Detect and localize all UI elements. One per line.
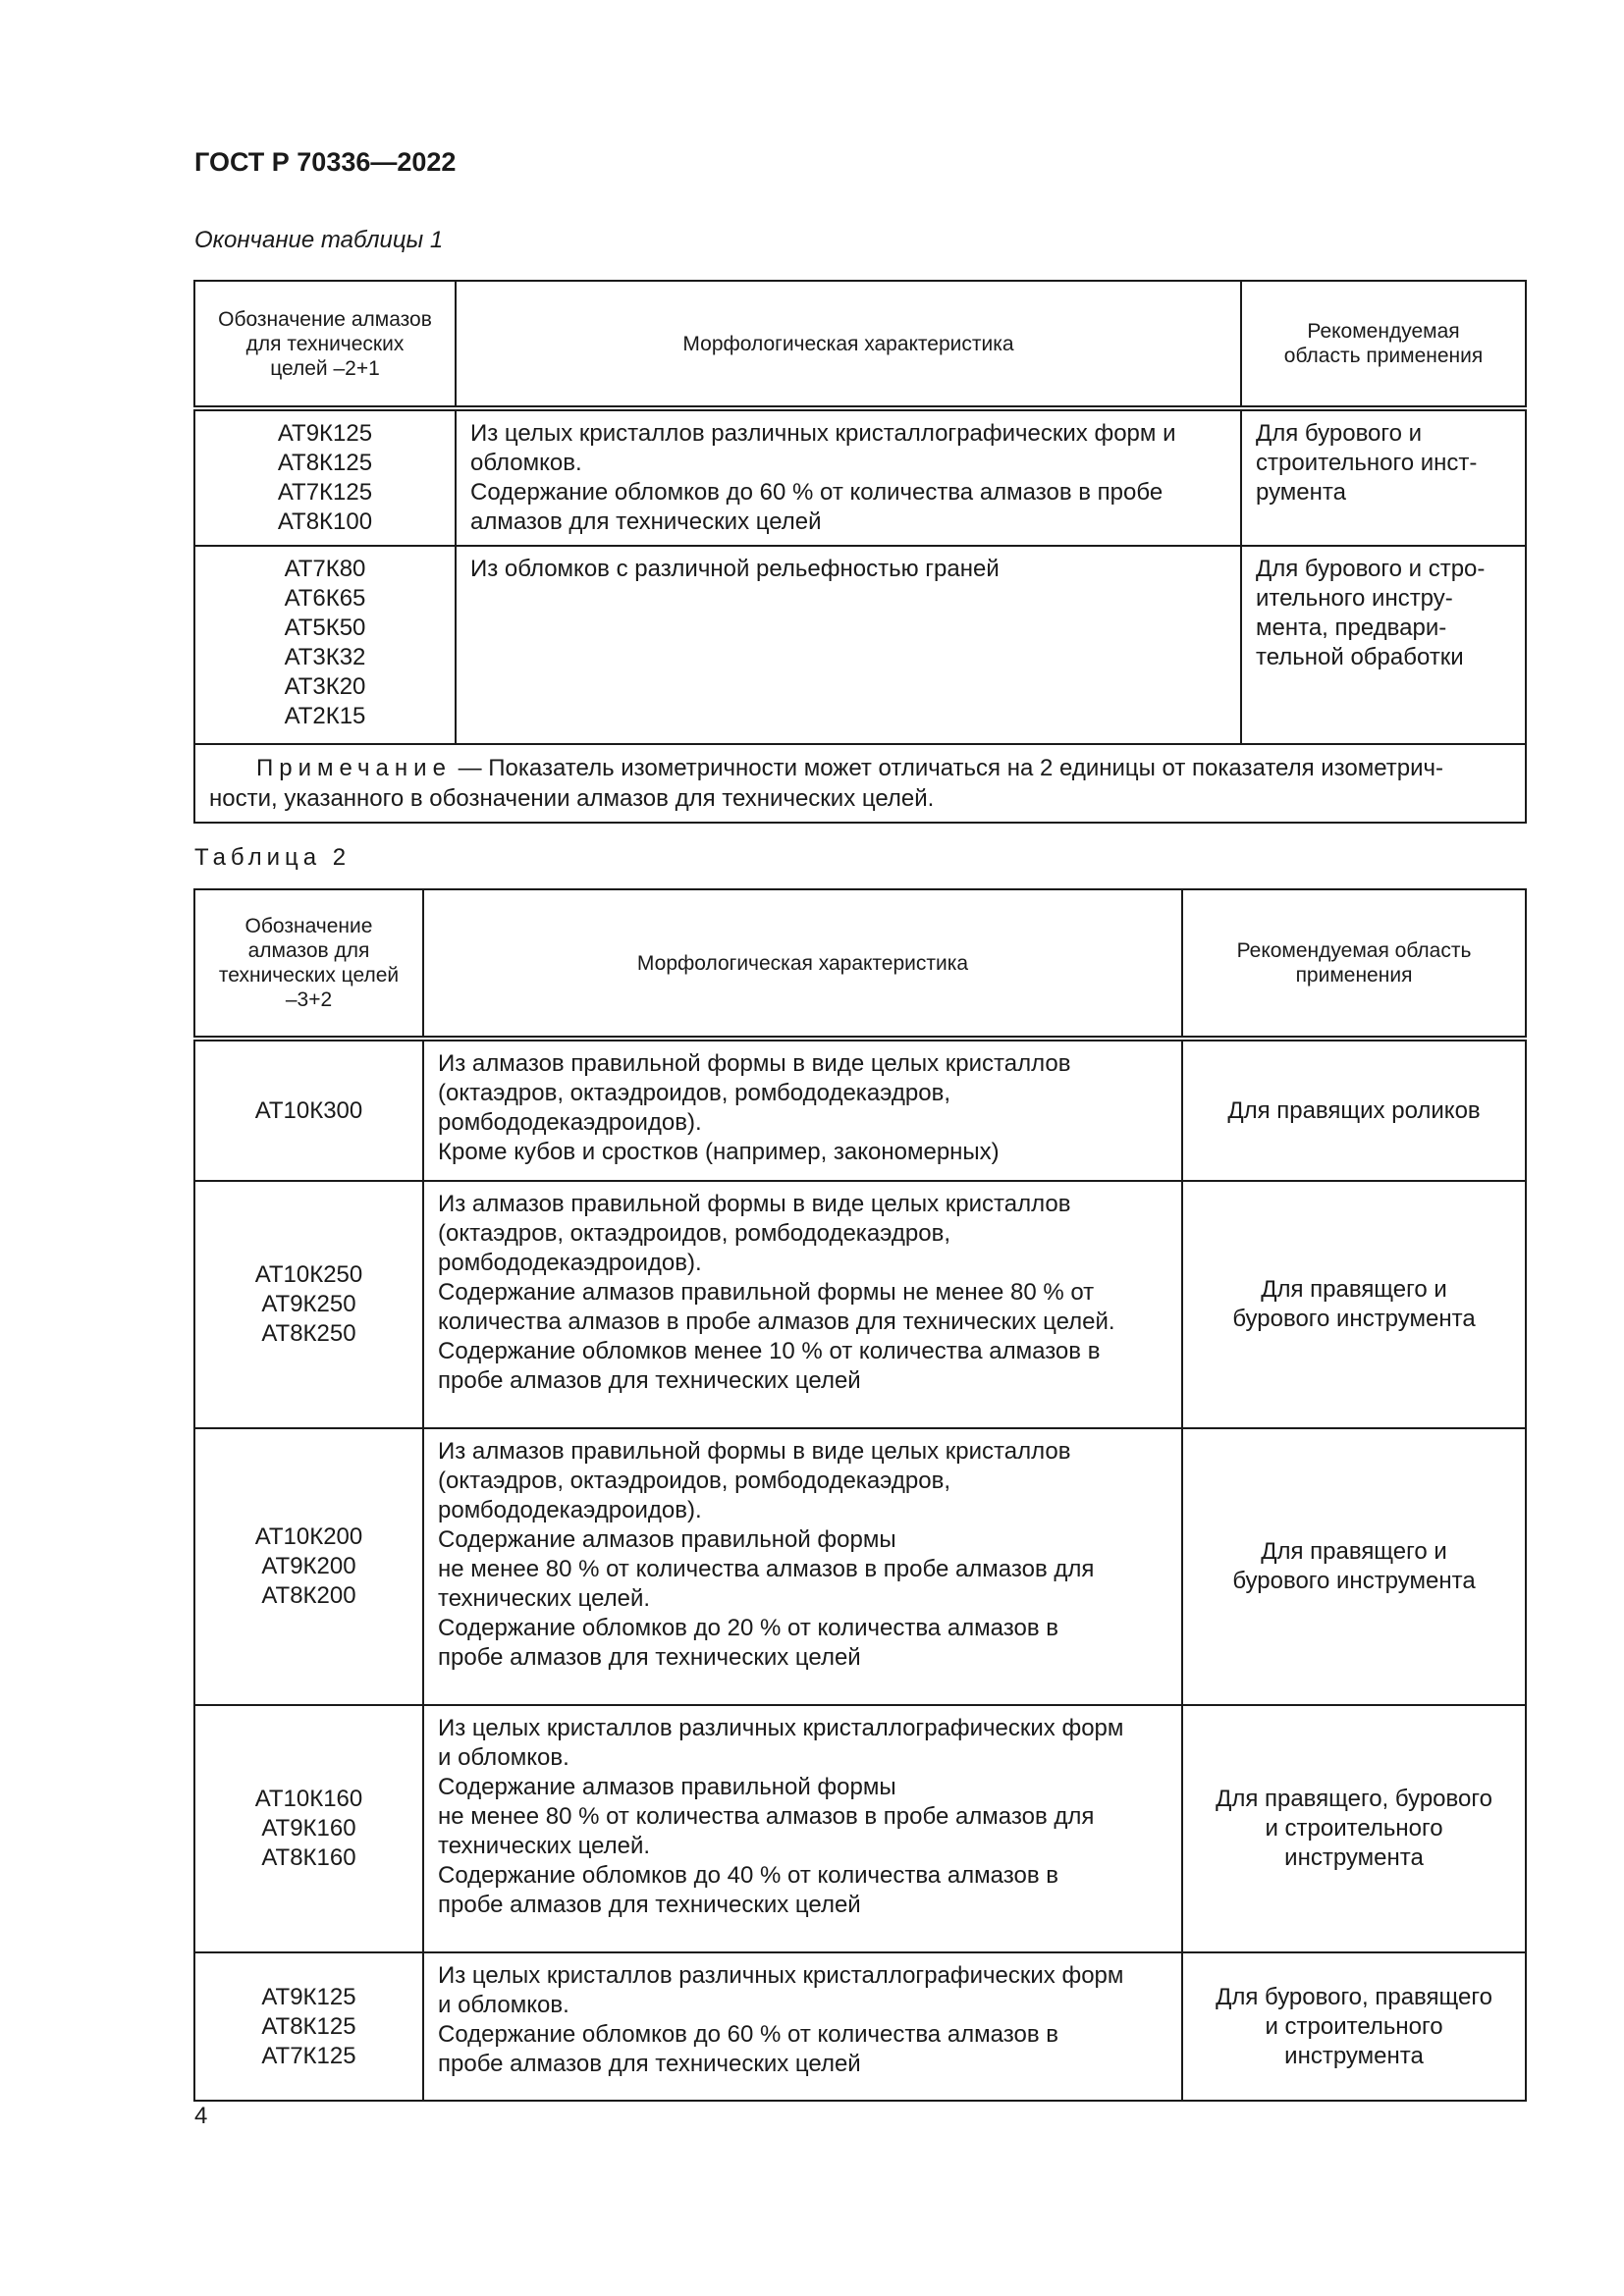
morphology-description: Из алмазов правильной формы в виде целых кристаллов (октаэдров, октаэдроидов, ромбододекаэдров, ромбододекаэдроидов). Содержание алмазов правильной формы не менее 80 % от количества алмазов в пробе алмазов для технических целей. Содержание обломков до 20 % от количества алмазов в пробе алмазов для технических целей xyxy=(423,1428,1182,1705)
table-row xyxy=(194,1039,1526,1181)
application-area: Для бурового, правящего и строительного инструмента xyxy=(1182,1952,1526,2101)
morphology-description: Из целых кристаллов различных кристаллографических форм и обломков. Содержание обломков до 60 % от количества алмазов в пробе алмазов для технических целей xyxy=(456,408,1241,546)
grade-codes: АТ10К300 xyxy=(194,1039,423,1181)
note-text-continued: ности, указанного в обозначении алмазов для технических целей. xyxy=(209,785,935,812)
morphology-description: Из алмазов правильной формы в виде целых кристаллов (октаэдров, октаэдроидов, ромбододекаэдров, ромбододекаэдроидов). Содержание алмазов правильной формы не менее 80 % от количества алмазов в пробе алмазов для технических целей. Содержание обломков менее 10 % от количества алмазов в пробе алмазов для технических целей xyxy=(423,1181,1182,1428)
table1-col-application: Рекомендуемая область применения xyxy=(1241,281,1526,408)
table-row xyxy=(194,1181,1526,1428)
table-row xyxy=(194,546,1526,744)
application-area: Для правящих роликов xyxy=(1182,1039,1526,1181)
table1-header-row xyxy=(194,281,1526,408)
application-area: Для бурового и строительного инст- румента xyxy=(1241,408,1526,546)
page-number: 4 xyxy=(194,2103,208,2129)
table1-col-designation: Обозначение алмазов для технических целей –2+1 xyxy=(194,281,456,408)
morphology-description: Из алмазов правильной формы в виде целых кристаллов (октаэдров, октаэдроидов, ромбододекаэдров, ромбододекаэдроидов). Кроме кубов и сростков (например, закономерных) xyxy=(423,1039,1182,1181)
application-area: Для правящего и бурового инструмента xyxy=(1182,1181,1526,1428)
table2-header-row xyxy=(194,889,1526,1039)
table2-col-morphology: Морфологическая характеристика xyxy=(423,889,1182,1039)
standard-designation: ГОСТ Р 70336—2022 xyxy=(194,147,457,177)
table1-col-morphology: Морфологическая характеристика xyxy=(456,281,1241,408)
morphology-description: Из обломков с различной рельефностью граней xyxy=(456,546,1241,744)
grade-codes: АТ10К200 АТ9К200 АТ8К200 xyxy=(194,1428,423,1705)
grade-codes: АТ7К80 АТ6К65 АТ5К50 АТ3К32 АТ3К20 АТ2К15 xyxy=(194,546,456,744)
table1-caption: Окончание таблицы 1 xyxy=(194,227,444,253)
application-area: Для бурового и стро- ительного инстру- мента, предвари- тельной обработки xyxy=(1241,546,1526,744)
table2-col-application: Рекомендуемая область применения xyxy=(1182,889,1526,1039)
grade-codes: АТ9К125 АТ8К125 АТ7К125 АТ8К100 xyxy=(194,408,456,546)
application-area: Для правящего и бурового инструмента xyxy=(1182,1428,1526,1705)
table2-caption: Таблица 2 xyxy=(194,844,352,871)
table-row xyxy=(194,408,1526,546)
table-1 xyxy=(193,280,1527,824)
table1-note xyxy=(194,744,1526,823)
note-label: Примечание xyxy=(256,755,452,781)
table2-col-designation: Обозначение алмазов для технических целей –3+2 xyxy=(194,889,423,1039)
table-row xyxy=(194,1705,1526,1952)
table-row xyxy=(194,1428,1526,1705)
grade-codes: АТ10К160 АТ9К160 АТ8К160 xyxy=(194,1705,423,1952)
table1-note-row xyxy=(194,744,1526,823)
morphology-description: Из целых кристаллов различных кристаллографических форм и обломков. Содержание алмазов правильной формы не менее 80 % от количества алмазов в пробе алмазов для технических целей. Содержание обломков до 40 % от количества алмазов в пробе алмазов для технических целей xyxy=(423,1705,1182,1952)
morphology-description: Из целых кристаллов различных кристаллографических форм и обломков. Содержание обломков до 60 % от количества алмазов в пробе алмазов для технических целей xyxy=(423,1952,1182,2101)
grade-codes: АТ10К250 АТ9К250 АТ8К250 xyxy=(194,1181,423,1428)
note-text: — Показатель изометричности может отличаться на 2 единицы от показателя изометрич- xyxy=(458,755,1444,781)
table-row xyxy=(194,1952,1526,2101)
table-2 xyxy=(193,888,1527,2102)
application-area: Для правящего, бурового и строительного инструмента xyxy=(1182,1705,1526,1952)
grade-codes: АТ9К125 АТ8К125 АТ7К125 xyxy=(194,1952,423,2101)
